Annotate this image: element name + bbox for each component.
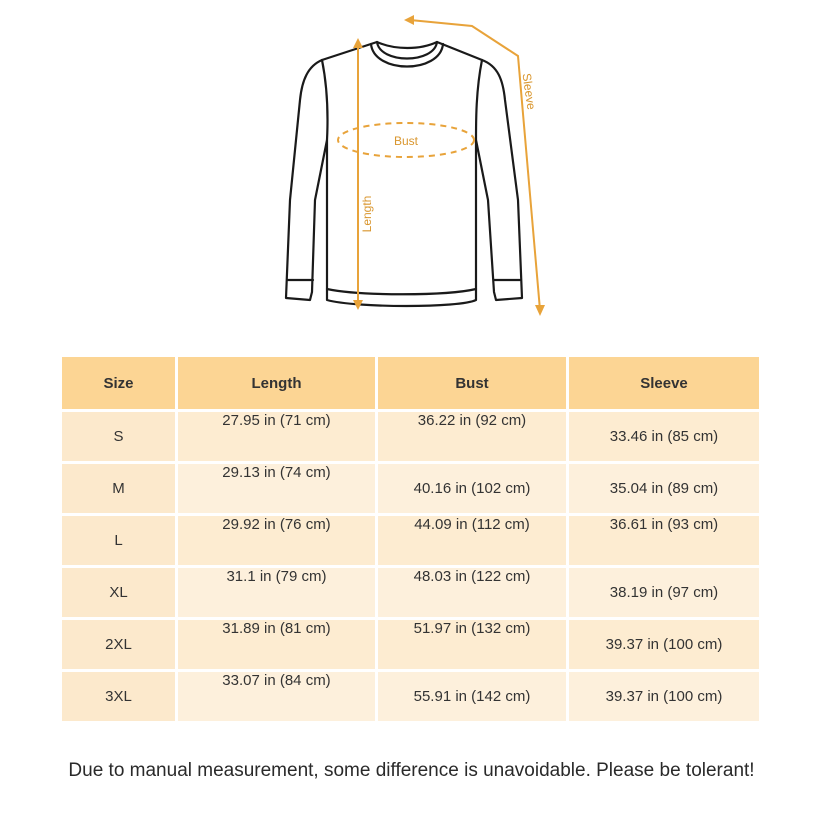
sleeve-cell: 33.46 in (85 cm)	[569, 412, 759, 461]
bust-cell: 36.22 in (92 cm)	[378, 412, 566, 461]
length-arrow-top	[353, 38, 363, 48]
sleeve-cell: 38.19 in (97 cm)	[569, 568, 759, 617]
bust-cell: 48.03 in (122 cm)	[378, 568, 566, 617]
length-label: Length	[360, 195, 374, 233]
length-cell: 31.89 in (81 cm)	[178, 620, 375, 669]
bust-cell: 55.91 in (142 cm)	[378, 672, 566, 721]
length-cell: 33.07 in (84 cm)	[178, 672, 375, 721]
sleeve-arrow-bottom	[535, 305, 545, 316]
header-length: Length	[178, 357, 375, 409]
table-row	[62, 568, 759, 617]
table-row	[62, 464, 759, 513]
sleeve-cell: 36.61 in (93 cm)	[569, 516, 759, 565]
table-row	[62, 620, 759, 669]
table-row	[62, 516, 759, 565]
header-bust: Bust	[378, 357, 566, 409]
size-cell: M	[62, 464, 175, 513]
bust-label: Bust	[393, 134, 419, 148]
size-cell: L	[62, 516, 175, 565]
size-cell: 2XL	[62, 620, 175, 669]
table-row	[62, 412, 759, 461]
length-cell: 31.1 in (79 cm)	[178, 568, 375, 617]
header-sleeve: Sleeve	[569, 357, 759, 409]
size-cell: S	[62, 412, 175, 461]
length-cell: 27.95 in (71 cm)	[178, 412, 375, 461]
sleeve-cell: 39.37 in (100 cm)	[569, 672, 759, 721]
table-row	[62, 672, 759, 721]
table-header-row	[62, 357, 759, 409]
sleeve-arrow-top	[404, 15, 414, 25]
header-size: Size	[62, 357, 175, 409]
sleeve-label: Sleeve	[519, 72, 539, 111]
sleeve-cell: 35.04 in (89 cm)	[569, 464, 759, 513]
bust-cell: 44.09 in (112 cm)	[378, 516, 566, 565]
size-cell: 3XL	[62, 672, 175, 721]
shirt-outline	[286, 42, 522, 306]
bust-cell: 40.16 in (102 cm)	[378, 464, 566, 513]
measurement-disclaimer: Due to manual measurement, some difference is unavoidable. Please be tolerant!	[68, 760, 755, 781]
length-cell: 29.92 in (76 cm)	[178, 516, 375, 565]
shirt-measurement-diagram	[0, 0, 823, 340]
shirt-illustration	[0, 0, 823, 340]
sleeve-cell: 39.37 in (100 cm)	[569, 620, 759, 669]
size-chart-table	[59, 354, 762, 724]
bust-cell: 51.97 in (132 cm)	[378, 620, 566, 669]
length-cell: 29.13 in (74 cm)	[178, 464, 375, 513]
size-cell: XL	[62, 568, 175, 617]
